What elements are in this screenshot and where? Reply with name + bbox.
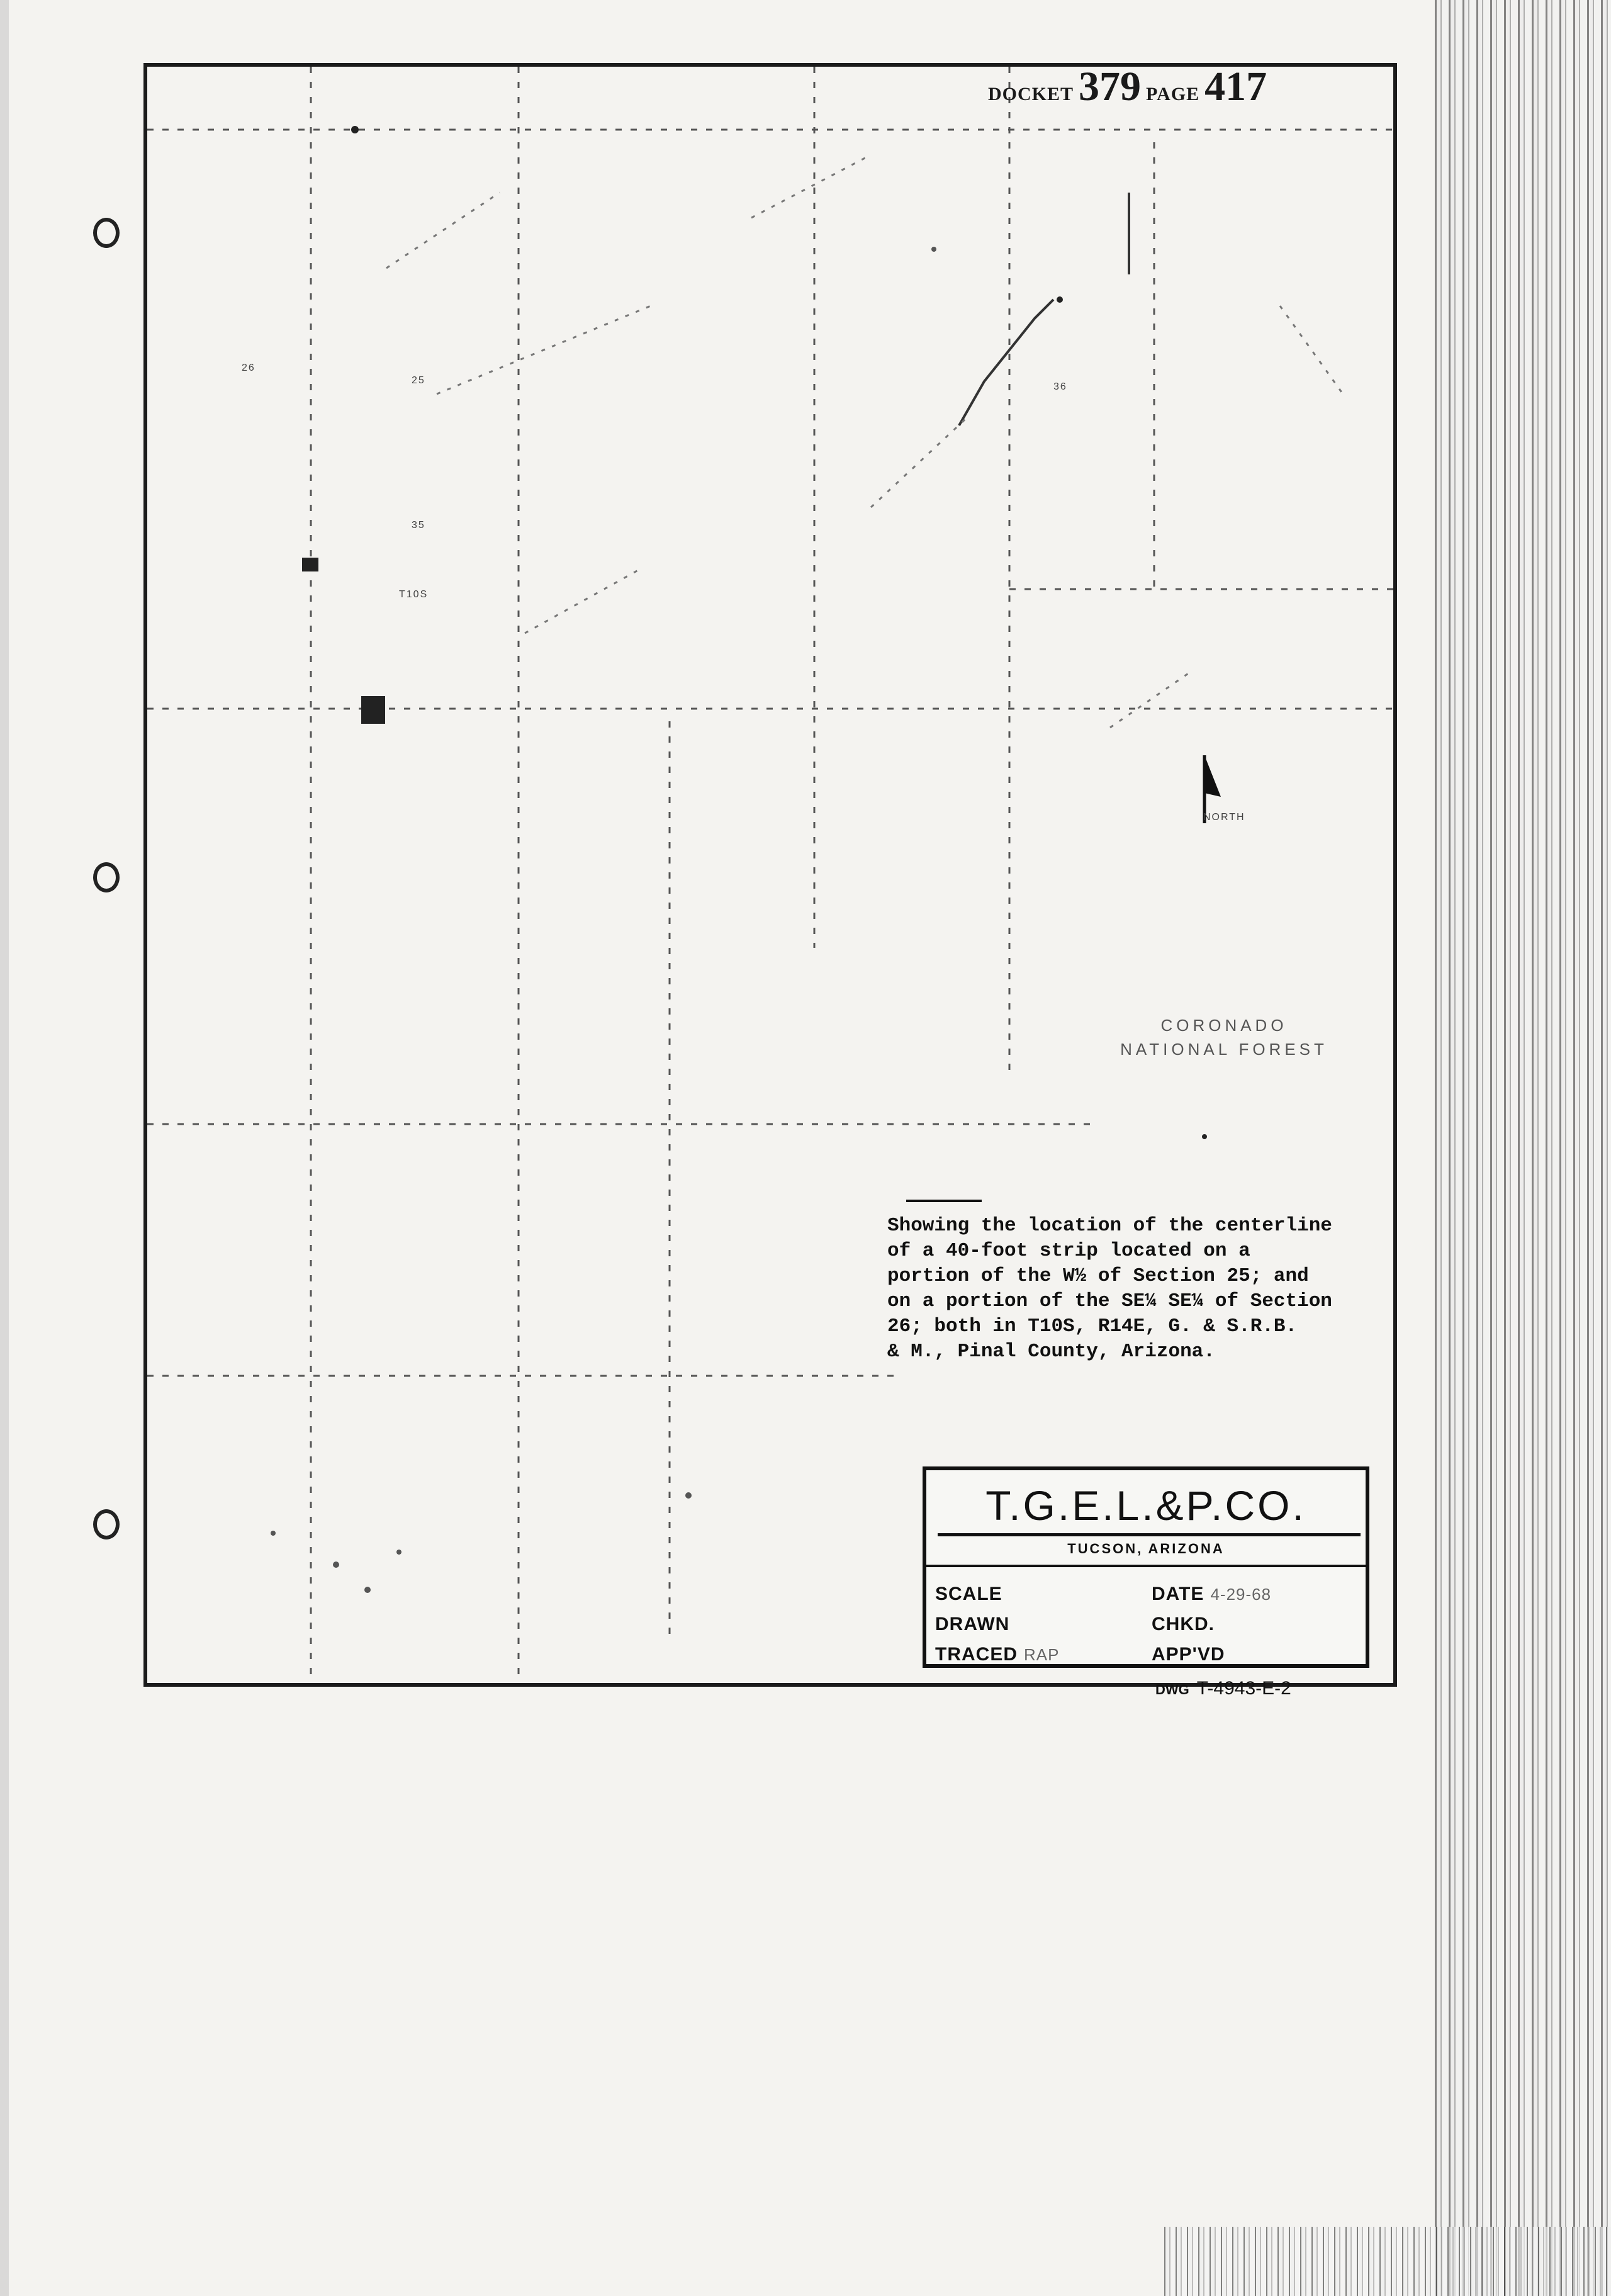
township-label: T10S: [399, 589, 429, 600]
docket-stamp: [988, 63, 1272, 111]
forest-label-line-1: CORONADO: [1160, 1016, 1288, 1035]
forest-label: [1108, 1013, 1340, 1061]
title-rule: [926, 1565, 1366, 1567]
binder-hole-icon: [93, 218, 120, 248]
date-value: 4-29-68: [1210, 1585, 1272, 1604]
forest-label-line-2: NATIONAL FOREST: [1120, 1040, 1328, 1059]
binder-hole-icon: [93, 862, 120, 892]
dwg-number: T-4943-E-2: [1196, 1678, 1291, 1699]
company-city: TUCSON, ARIZONA: [1067, 1541, 1225, 1556]
title-rule: [938, 1533, 1361, 1536]
scan-edge-left: [0, 0, 9, 2296]
dwg-label: DWG: [1155, 1682, 1189, 1697]
page-label: PAGE: [1146, 84, 1200, 104]
traced-label: TRACED: [935, 1644, 1018, 1665]
scale-label: SCALE: [935, 1584, 1002, 1604]
section-label: 26: [242, 363, 255, 373]
approved-field: [1152, 1644, 1225, 1665]
drawing-number: [1155, 1678, 1291, 1699]
scan-edge-bottom: [1164, 2227, 1611, 2296]
binder-hole-icon: [93, 1509, 120, 1539]
docket-label: DOCKET: [988, 84, 1074, 104]
north-label: NORTH: [1203, 812, 1245, 823]
checked-field: [1152, 1614, 1215, 1635]
page-number: 417: [1204, 64, 1267, 110]
section-label: 25: [412, 375, 425, 386]
description-underline: [906, 1200, 982, 1202]
scale-field: [935, 1584, 1002, 1605]
date-field: [1152, 1584, 1271, 1605]
docket-number: 379: [1079, 64, 1142, 110]
traced-field: [935, 1644, 1059, 1665]
title-block: [923, 1466, 1369, 1668]
scan-edge-right: [1435, 0, 1611, 2296]
survey-map: [147, 67, 1393, 1683]
drawn-label: DRAWN: [935, 1614, 1010, 1635]
legal-description: Showing the location of the centerline of a 40-foot strip located on a portion of the W½ of Section 25; and on a portion of the SE¼ SE¼ of Section 26; both in T10S, R14E, G. & S.R.B. & M., Pinal County, Arizona.: [887, 1215, 1332, 1363]
section-label: 36: [1053, 381, 1067, 392]
checked-label: CHKD.: [1152, 1614, 1215, 1635]
drawn-field: [935, 1614, 1009, 1635]
section-label: 35: [412, 520, 425, 531]
date-label: DATE: [1152, 1584, 1204, 1604]
drawing-sheet: [143, 63, 1397, 1687]
approved-label: APP'VD: [1152, 1644, 1225, 1665]
traced-value: RAP: [1024, 1645, 1060, 1664]
company-name: T.G.E.L.&P.CO.: [985, 1482, 1306, 1529]
